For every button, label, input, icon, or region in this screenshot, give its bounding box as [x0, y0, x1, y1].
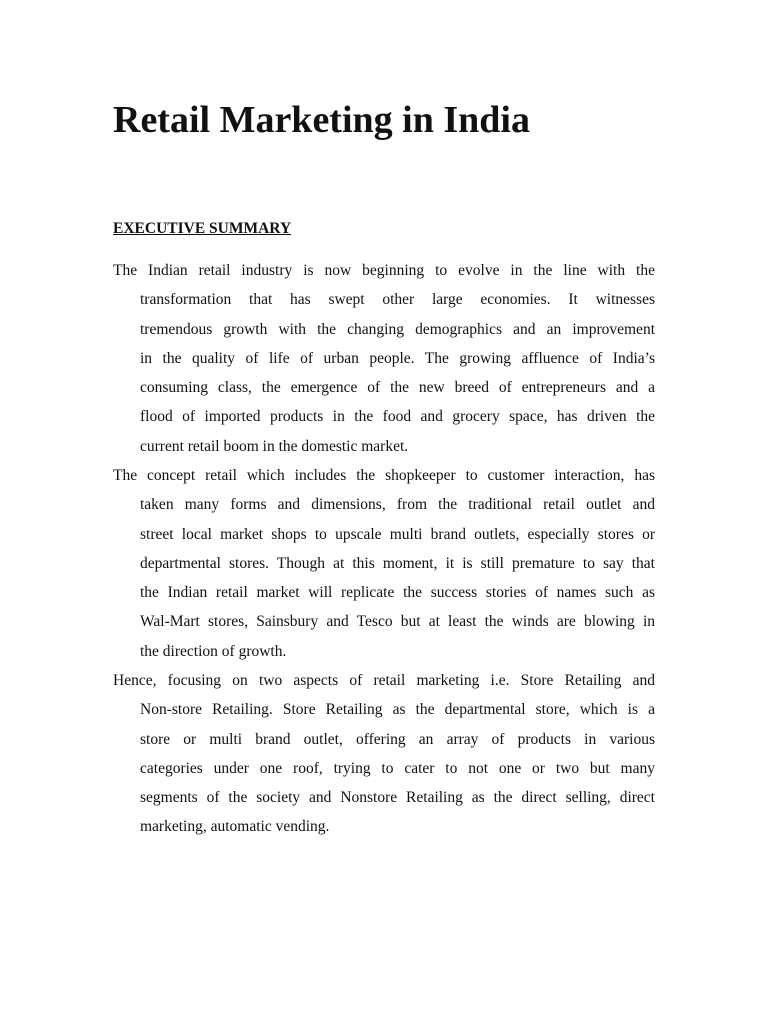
- paragraph-line: tremendous growth with the changing demographics and an improvement: [140, 320, 655, 338]
- paragraph-line: flood of imported products in the food and grocery space, has driven the: [140, 408, 655, 426]
- paragraph-line: current retail boom in the domestic market.: [140, 437, 409, 455]
- paragraph-line: marketing, automatic vending.: [140, 818, 330, 836]
- paragraph-2: [113, 461, 655, 666]
- paragraph-line: the Indian retail market will replicate the success stories of names such as: [140, 584, 655, 602]
- paragraph-1: [113, 256, 655, 461]
- paragraph-line: Non-store Retailing. Store Retailing as the departmental store, which is a: [140, 701, 655, 719]
- paragraph-line: consuming class, the emergence of the new breed of entrepreneurs and a: [140, 379, 655, 397]
- paragraph-line: departmental stores. Though at this moment, it is still premature to say that: [140, 554, 655, 572]
- paragraph-line: taken many forms and dimensions, from the traditional retail outlet and: [140, 496, 655, 514]
- paragraph-line: Wal-Mart stores, Sainsbury and Tesco but at least the winds are blowing in: [140, 613, 655, 631]
- paragraph-3: [113, 666, 655, 842]
- paragraph-line: street local market shops to upscale multi brand outlets, especially stores or: [140, 525, 655, 543]
- paragraph-line: store or multi brand outlet, offering an array of products in various: [140, 730, 655, 748]
- paragraph-line: in the quality of life of urban people. The growing affluence of India’s: [140, 349, 655, 367]
- paragraph-line: segments of the society and Nonstore Retailing as the direct selling, direct: [140, 789, 655, 807]
- paragraph-line: the direction of growth.: [140, 642, 287, 660]
- paragraph-line: The Indian retail industry is now beginning to evolve in the line with the: [113, 262, 655, 279]
- section-heading: EXECUTIVE SUMMARY: [113, 220, 292, 237]
- document-title: Retail Marketing in India: [113, 99, 530, 141]
- paragraph-line: categories under one roof, trying to cater to not one or two but many: [140, 759, 655, 777]
- paragraph-line: transformation that has swept other large economies. It witnesses: [140, 291, 655, 309]
- paragraph-line: Hence, focusing on two aspects of retail marketing i.e. Store Retailing and: [113, 672, 655, 689]
- paragraph-line: The concept retail which includes the shopkeeper to customer interaction, has: [113, 467, 655, 484]
